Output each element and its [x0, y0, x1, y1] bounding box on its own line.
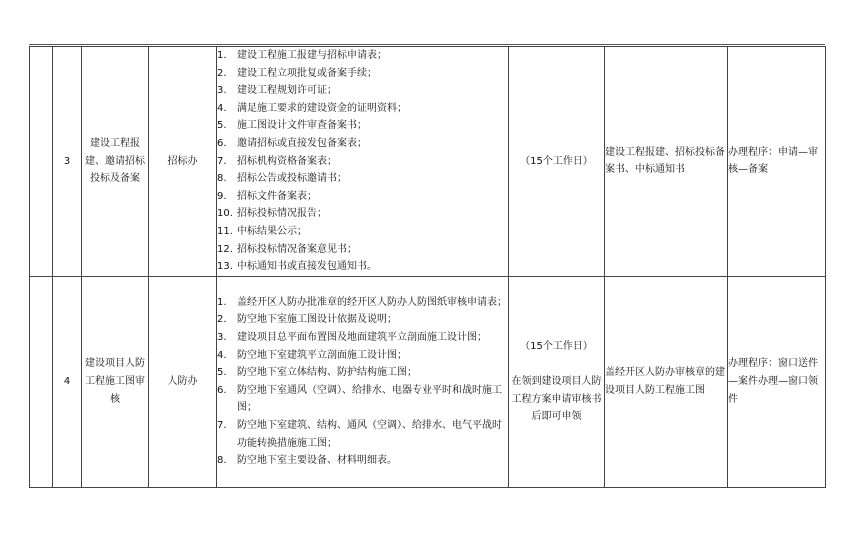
- item-department: 招标办: [149, 47, 217, 277]
- time-limit-text: （15个工作日）: [520, 340, 593, 352]
- item-procedure: 办理程序：窗口送件—案件办理—窗口领件: [728, 276, 826, 487]
- item-result: 建设工程报建、招标投标备案书、中标通知书: [605, 47, 728, 277]
- list-item: 13. 中标通知书或直接发包通知书。: [217, 261, 377, 273]
- list-item: 7. 招标机构资格备案表；: [217, 155, 337, 167]
- item-time-limit: [509, 276, 605, 487]
- time-limit-note: 在领到建设项目人防工程方案申请审核书后即可申领: [511, 376, 602, 423]
- table-top-border: [29, 44, 825, 45]
- list-item: 1. 盖经开区人防办批准章的经开区人防办人防图纸审核申请表；: [217, 296, 507, 308]
- list-item: 6. 邀请招标或直接发包备案表；: [217, 137, 367, 149]
- list-item: 5. 施工图设计文件审查备案书；: [217, 120, 367, 132]
- list-item: 5. 防空地下室立体结构、防护结构施工图；: [217, 367, 417, 379]
- materials-list: [217, 294, 508, 470]
- list-item: 1. 建设工程施工报建与招标申请表；: [217, 50, 387, 61]
- list-item: 4. 满足施工要求的建设资金的证明资料；: [217, 102, 407, 114]
- list-item: 8. 招标公告或投标邀请书；: [217, 173, 347, 185]
- list-item: 3. 建设工程规划许可证；: [217, 85, 337, 97]
- materials-list: [217, 47, 508, 276]
- item-materials: [217, 47, 509, 277]
- list-item: 12. 招标投标情况备案意见书；: [217, 243, 357, 255]
- item-materials: [217, 276, 509, 487]
- table-row: [30, 47, 826, 277]
- row-spacer-cell: [30, 47, 53, 277]
- list-item: 11. 中标结果公示；: [217, 225, 307, 237]
- time-limit-text: （15个工作日）: [520, 155, 593, 167]
- list-item: 2. 防空地下室施工图设计依据及说明；: [217, 314, 397, 326]
- list-item: 4. 防空地下室建筑平立剖面施工设计图；: [217, 349, 407, 361]
- list-item: 10. 招标投标情况报告；: [217, 208, 327, 220]
- item-department: 人防办: [149, 276, 217, 487]
- item-number: 3: [53, 47, 82, 277]
- item-result: 盖经开区人防办审核章的建设项目人防工程施工图: [605, 276, 728, 487]
- spacer: [509, 355, 604, 373]
- list-item: 9. 招标文件备案表；: [217, 190, 317, 202]
- list-item: 7. 防空地下室建筑、结构、通风（空调）、给排水、电气平战时功能转换措施施工图；: [217, 419, 502, 449]
- approval-items-table: [29, 46, 826, 488]
- item-procedure: 办理程序：申请—审核—备案: [728, 47, 826, 277]
- item-time-limit: [509, 47, 605, 277]
- table-row: [30, 276, 826, 487]
- list-item: 8. 防空地下室主要设备、材料明细表。: [217, 455, 397, 467]
- item-name: 建设工程报建、邀请招标投标及备案: [82, 47, 149, 277]
- list-item: 6. 防空地下室通风（空调）、给排水、电器专业平时和战时施工图；: [217, 384, 502, 414]
- item-number: 4: [53, 276, 82, 487]
- list-item: 2. 建设工程立项批复或备案手续；: [217, 67, 377, 79]
- row-spacer-cell: [30, 276, 53, 487]
- list-item: 3. 建设项目总平面布置图及地面建筑平立剖面施工设计图；: [217, 331, 487, 343]
- item-name: 建设项目人防工程施工图审核: [82, 276, 149, 487]
